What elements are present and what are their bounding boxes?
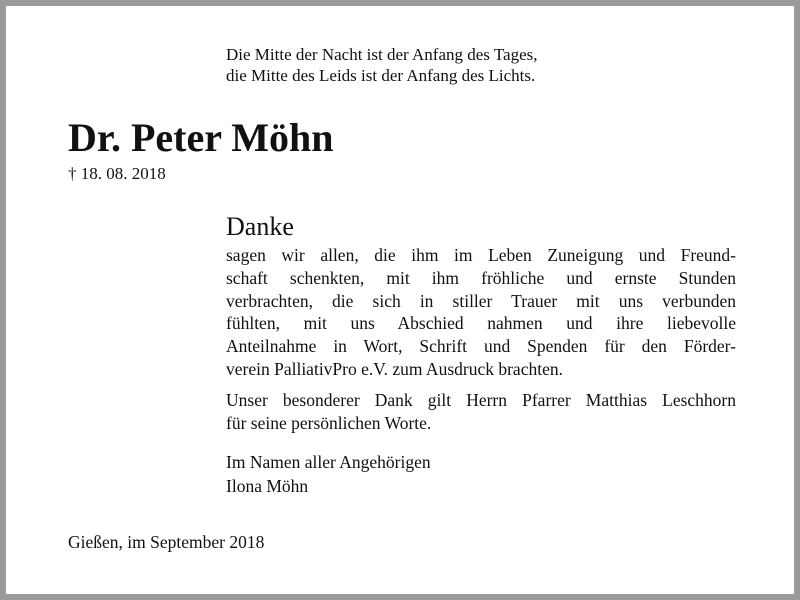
thanks-paragraph-line: verein PalliativPro e.V. zum Ausdruck brachten. [226, 358, 563, 379]
thanks-heading: Danke [226, 212, 294, 241]
thanks-paragraph [226, 244, 736, 381]
thanks-paragraph-line: schaft schenkten, mit ihm fröhliche und ernste Stunden [226, 267, 736, 288]
thanks-paragraph-line: verbrachten, die sich in stiller Trauer mit uns verbunden [226, 290, 736, 311]
signature-block [226, 450, 736, 498]
motto-quote [226, 44, 538, 86]
thanks-paragraph-line: Anteilnahme in Wort, Schrift und Spenden für den Förder- [226, 336, 736, 357]
special-thanks-line: Unser besonderer Dank gilt Herrn Pfarrer Matthias Leschhorn [226, 389, 736, 410]
thanks-section [226, 210, 736, 498]
place-date: Gießen, im September 2018 [68, 532, 265, 552]
signature-line: Im Namen aller Angehörigen [226, 452, 431, 473]
motto-line: Die Mitte der Nacht ist der Anfang des Tages, [226, 45, 538, 64]
special-thanks-line: für seine persönlichen Worte. [226, 412, 432, 433]
deceased-name: Dr. Peter Möhn [68, 115, 334, 160]
death-date: † 18. 08. 2018 [68, 164, 166, 183]
motto-line: die Mitte des Leids ist der Anfang des Lichts. [226, 66, 536, 85]
thanks-paragraph-line: fühlten, mit uns Abschied nahmen und ihre liebevolle [226, 313, 736, 334]
thanks-paragraph-line: sagen wir allen, die ihm im Leben Zuneigung und Freund- [226, 245, 736, 265]
special-thanks-paragraph [226, 389, 736, 435]
signer-name: Ilona Möhn [226, 476, 309, 497]
